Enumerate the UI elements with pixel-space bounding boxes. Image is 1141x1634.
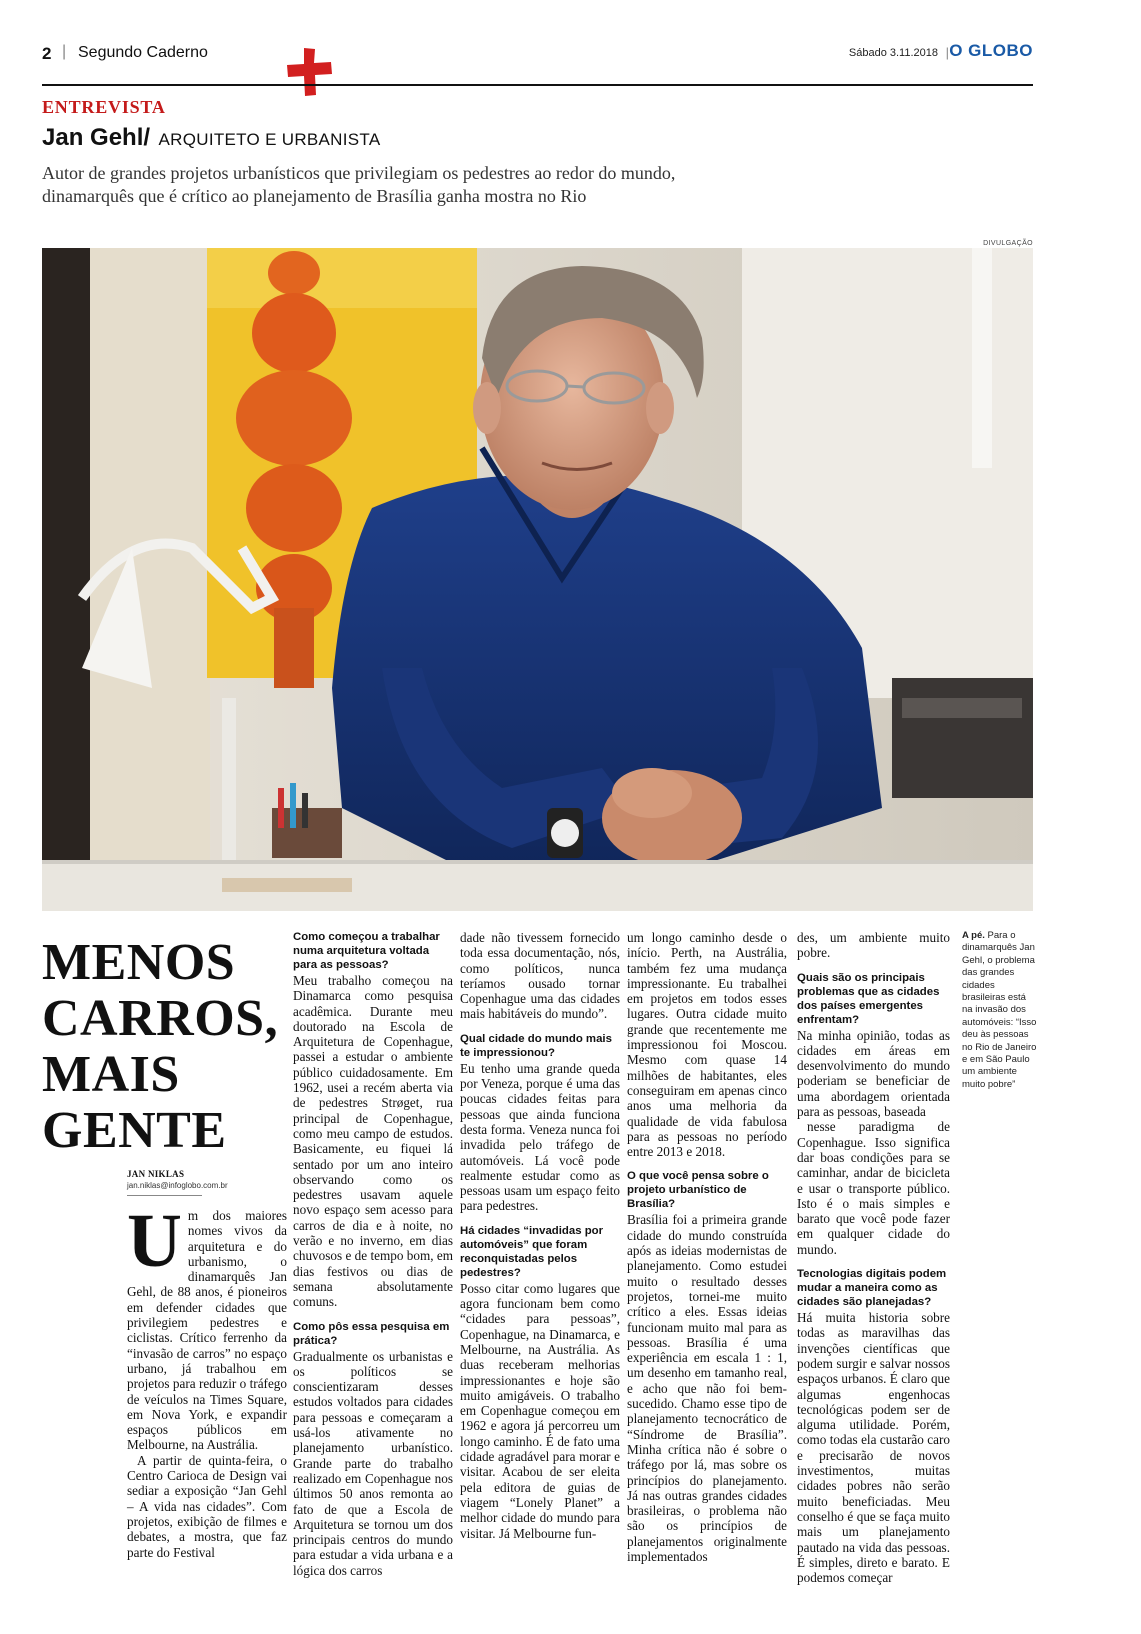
question: Qual cidade do mundo mais te impressionou?: [460, 1032, 612, 1059]
article-column-1: [127, 1199, 287, 1563]
interviewee-title: [42, 124, 380, 152]
newspaper-logo[interactable]: O GLOBO: [949, 41, 1033, 60]
interviewee-role: ARQUITETO E URBANISTA: [158, 130, 381, 149]
paragraph: Há muita historia sobre todas as maravilhas das invenções científicas que podem surgir e salvar nossos espaços urbanos. É claro que algumas engenhocas tecnológicas podem ser de alguma utilidade. Porém, como todas ela custarão caro e precisarão de novos investimentos, muitas cidades pobres não serão muito beneficiadas. Meu conselho é que se faça muito mais um planejamento pautado na vida das pessoas. É simples, direto e barato. E podemos começar: [797, 1310, 950, 1586]
question: Tecnologias digitais podem mudar a maneira como as cidades são planejadas?: [797, 1268, 947, 1309]
byline-name: JAN NIKLAS: [127, 1169, 185, 1179]
paragraph: Eu tenho uma grande queda por Veneza, porque é uma das poucas cidades feitas para pessoas que ainda funciona desta forma. Veneza nunca foi invadida pelo tráfego de automóveis. Lá você pode realmente estudar como as pessoas usam um espaço feito para pedestres.: [460, 1060, 620, 1214]
section-name[interactable]: Segundo Caderno: [78, 44, 208, 61]
paragraph: m dos maiores nomes vivos da arquitetura e do urbanismo, o dinamarquês Jan Gehl, de 88 anos, é pioneiros em defender cidades que privilegiem pedestres e ciclistas. Crítico ferrenho da “invasão de carros” no espaço urbano, já trabalhou em projetos para reduzir o tráfego de veículos na Times Square, em Nova York, e expandir espaços públicos em Melbourne, na Austrália.: [127, 1208, 287, 1453]
headline-line: CARROS,: [42, 990, 279, 1047]
title-slash: /: [143, 124, 151, 151]
paragraph: Gradualmente os urbanistas e os políticos se conscientizaram desses estudos voltados para cidades para pessoas e começaram a usá-los ativamente no planejamento urbanístico. Grande parte do trabalho realizado em Copenhague nos últimos 50 anos remonta ao fato de que a Escola de Arquitetura se tornou um dos principais centros do mundo para estudar a vida urbana e a lógica dos carros: [293, 1348, 453, 1578]
article-column-2: [293, 930, 453, 1578]
paragraph: Brasília foi a primeira grande cidade do mundo construída após as ideias modernistas de planejamento. Como estudei muito o resultado desses projetos, tornei-me muito crítico a eles. Essas ideias funcionam muito mal para as pessoas. Brasília é uma experiência em escala 1 : 1, um desenho em tamanho real, e acho que não foi bem-sucedido. Chamo esse tipo de planejamento tecnocrático de “Síndrome de Brasília”. Minha crítica não é sobre o tráfego por lá, mas sobre os princípios do planejamento. Já nas outras grandes cidades brasileiras, o problema não são os princípios de planejamentos originalmente implementados: [627, 1212, 787, 1564]
portrait-illustration: [42, 248, 1033, 911]
article-deck: Autor de grandes projetos urbanísticos que privilegiam os pedestres ao redor do mundo, dinamarquês que é crítico ao planejamento de Brasília ganha mostra no Rio: [42, 163, 676, 206]
article-headline: [42, 935, 282, 1159]
paragraph: um longo caminho desde o início. Perth, na Austrália, também fez uma mudança impressionante. Eu trabalhei em projetos em todos esses lugares. Outra cidade muito grande que recentemente me impressionou foi Moscou. Mesmo com quase 14 milhões de habitantes, eles conseguiram em apenas cinco anos uma melhoria da qualidade de vida fabulosa para as pessoas no período entre 2013 e 2018.: [627, 930, 787, 1160]
caption-text: Para o dinamarquês Jan Gehl, o problema das grandes cidades brasileiras está na invasão dos automóveis: “Isso deu às pessoas no Rio de Janeiro e em São Paulo um ambiente muito pobre”: [962, 930, 1037, 1090]
headline-line: MENOS: [42, 934, 236, 991]
byline-rule: [127, 1195, 202, 1196]
page-header: [42, 38, 1033, 88]
article-column-4: [627, 930, 787, 1563]
header-bar-separator: |: [945, 45, 949, 60]
question: Como pôs essa pesquisa em prática?: [293, 1320, 450, 1347]
paragraph: Meu trabalho começou na Dinamarca como pesquisa acadêmica. Durante meu doutorado na Escola de Arquitetura de Copenhague, passei a estudar o ambiente público cuidadosamente. Em 1962, usei a recém aberta via de pedestres Strøget, rua principal de Copenhague, como meu campo de estudos. Basicamente, eu fiquei lá sentado por um ano inteiro observando como os pedestres usavam aquele novo espaço sem acesso para carros de dia e à noite, no verão e no inverno, em dias chuvosos e de tempo bom, em dias festivos ou dias de semana absolutamente comuns.: [293, 973, 453, 1310]
question: Há cidades “invadidas por automóveis” que foram reconquistadas pelos pedestres?: [460, 1224, 604, 1279]
photo-credit: DIVULGAÇÃO: [983, 240, 1033, 247]
header-separator: |: [62, 43, 67, 60]
red-cross-icon: [284, 46, 336, 98]
paragraph: A partir de quinta-feira, o Centro Carioca de Design vai sediar a exposição “Jan Gehl – A vida nas cidades”. Com projetos, exibição de filmes e debates, a mostra, que faz parte do Festival: [127, 1452, 287, 1560]
question: Como começou a trabalhar numa arquitetura voltada para as pessoas?: [293, 931, 440, 971]
issue-date: Sábado 3.11.2018: [848, 47, 938, 59]
portrait-photo[interactable]: [42, 248, 1033, 911]
header-rule: [42, 84, 1033, 86]
paragraph: Posso citar como lugares que agora funcionam bem como “cidades para pessoas”, Copenhague, na Dinamarca, e Melbourne, na Austrália. As duas receberam melhorias impressionantes e hoje são muito amigáveis. O trabalho em Copenhague começou em 1962 e agora já percorreu um longo caminho. É de fato uma cidade agradável para morar e visitar. Acabou de ser eleita pela editora de guias de viagem “Lonely Planet” a melhor cidade do mundo para visitar. Já Melbourne fun-: [460, 1280, 620, 1541]
headline-line: MAIS: [42, 1046, 180, 1103]
question: Quais são os principais problemas que as cidades dos países emergentes enfrentam?: [797, 971, 940, 1026]
caption-lead: A pé.: [962, 930, 985, 941]
byline-email[interactable]: jan.niklas@infoglobo.com.br: [127, 1181, 228, 1190]
article-column-5: [797, 930, 950, 1586]
dropcap: U: [127, 1199, 182, 1283]
photo-caption: [962, 930, 1037, 1091]
section-kicker: ENTREVISTA: [42, 97, 166, 117]
interviewee-name: Jan Gehl: [42, 124, 144, 151]
paragraph: dade não tivessem fornecido toda essa documentação, nós, como políticos, nunca teríamos ousado tornar Copenhague uma das cidades mais habitáveis do mundo”.: [460, 930, 620, 1022]
paragraph: des, um ambiente muito pobre.: [797, 930, 950, 961]
headline-line: GENTE: [42, 1102, 227, 1159]
question: O que você pensa sobre o projeto urbanístico de Brasília?: [627, 1170, 769, 1211]
paragraph: nesse paradigma de Copenhague. Isso significa dar boas condições para se caminhar, andar de bicicleta e usar o transporte público. Isto é o mais simples e barato que você pode fazer em qualquer cidade do mundo.: [797, 1119, 950, 1257]
article-column-3: [460, 930, 620, 1563]
paragraph: Na minha opinião, todas as cidades em áreas em desenvolvimento do mundo poderiam se beneficiar de uma abordagem orientada para as pessoas, baseada: [797, 1027, 950, 1120]
page-number: 2: [42, 44, 52, 63]
